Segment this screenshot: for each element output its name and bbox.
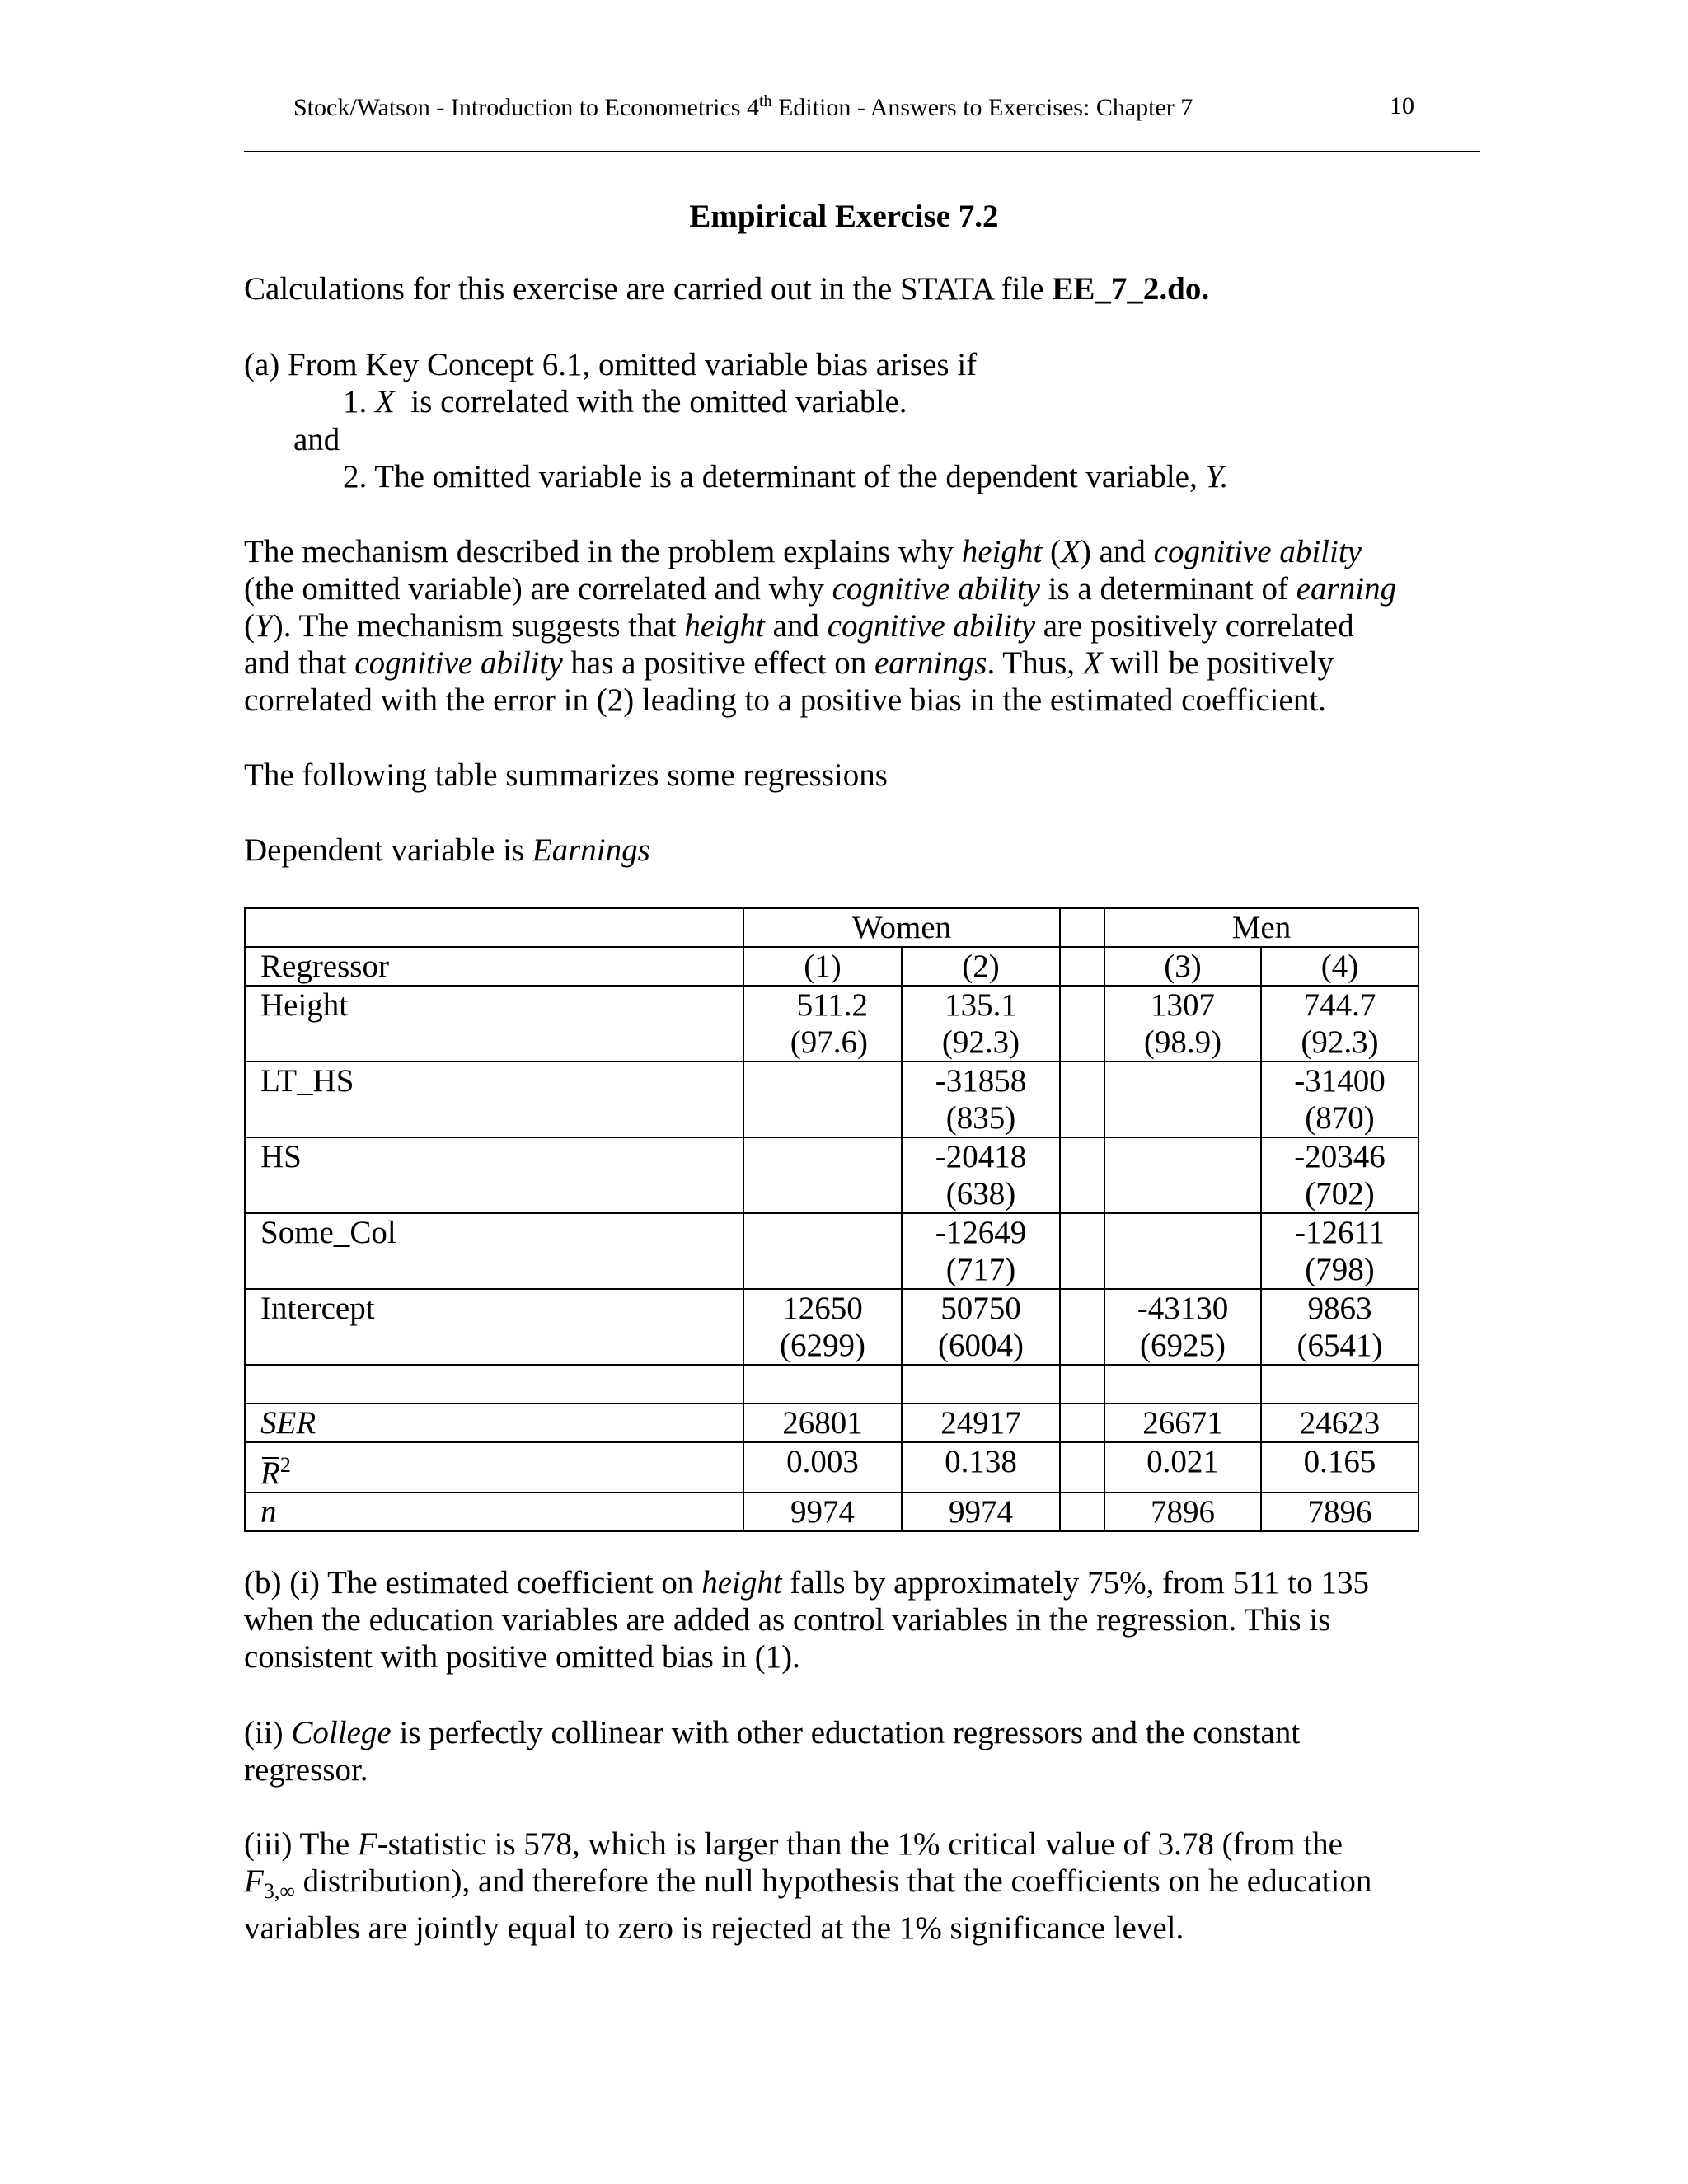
table-row-intercept: Intercept 12650 (6299) 50750 (6004) -43130 (6925) 9863 (6541) bbox=[245, 1289, 1418, 1365]
part-a-intro: (a) From Key Concept 6.1, omitted variable bias arises if bbox=[244, 347, 978, 382]
page-header bbox=[293, 92, 1414, 134]
part-b-ii: (ii) College is perfectly collinear with other eductation regressors and the constant regressor. bbox=[244, 1715, 1301, 1788]
intro-paragraph: Calculations for this exercise are carried out in the STATA file EE_7_2.do. bbox=[244, 271, 1210, 307]
condition-2: 2. The omitted variable is a determinant of the dependent variable, Y. bbox=[343, 459, 1229, 494]
dependent-variable-note: Dependent variable is Earnings bbox=[244, 832, 650, 868]
mechanism-paragraph: The mechanism described in the problem explains why height (X) and cognitive ability (the omitted variable) are correlated and why cognitive ability is a determinant of earning (Y). The mechanism suggests that height and cognitive ability are positively correlated and that cognitive ability has a positive effect on earnings. Thus, X will be positively correlated with the error in (2) leading to a positive bias in the estimated coefficient. bbox=[244, 534, 1397, 718]
table-row-lt-hs: LT_HS -31858 (835) -31400 (870) bbox=[245, 1062, 1418, 1137]
part-b-i: (b) (i) The estimated coefficient on height falls by approximately 75%, from 511 to 135 when the education variables are added as control variables in the regression. This is consistent with positive omitted bias in (1). bbox=[244, 1565, 1370, 1675]
group-men: Men bbox=[1104, 908, 1418, 947]
regressor-header: Regressor bbox=[245, 947, 743, 986]
table-row-ser: SER 26801 24917 26671 24623 bbox=[245, 1404, 1418, 1442]
table-row-n: n 9974 9974 7896 7896 bbox=[245, 1493, 1418, 1531]
table-row-hs: HS -20418 (638) -20346 (702) bbox=[245, 1137, 1418, 1213]
part-b-iii: (iii) The F-statistic is 578, which is larger than the 1% critical value of 3.78 (from the $F_{3,\infty}$ distribution), and therefore the null hypothesis that the coefficients on he education variables are jointly equal to zero is rejected at the 1% significance level. bbox=[244, 1826, 1372, 1946]
header-rule bbox=[244, 151, 1480, 152]
r-bar-symbol: R bbox=[260, 1455, 280, 1491]
col-label-3: (3) bbox=[1104, 947, 1261, 986]
table-intro: The following table summarizes some regressions bbox=[244, 757, 888, 793]
page-number: 10 bbox=[1390, 92, 1414, 120]
table-column-header-row bbox=[245, 947, 1418, 986]
col-label-4: (4) bbox=[1261, 947, 1418, 986]
header-title: Stock/Watson - Introduction to Econometrics 4th Edition - Answers to Exercises: Chapter 7 bbox=[293, 92, 1193, 121]
col-label-2: (2) bbox=[902, 947, 1060, 986]
section-heading: Empirical Exercise 7.2 bbox=[689, 199, 999, 234]
condition-1: 1. X is correlated with the omitted variable. bbox=[343, 384, 907, 419]
table-row-r2: $R^2$ 0.003 0.138 0.021 0.165 bbox=[245, 1442, 1418, 1493]
table-group-header-row bbox=[245, 908, 1418, 947]
and-connector: and bbox=[293, 422, 340, 457]
table-row-some-col: Some_Col -12649 (717) -12611 (798) bbox=[245, 1213, 1418, 1289]
table-row-height: Height 511.2 (97.6) 135.1 (92.3) 1307 (98.9) 744.7 (92.3) bbox=[245, 986, 1418, 1062]
group-women: Women bbox=[743, 908, 1060, 947]
regression-table bbox=[244, 907, 1419, 1532]
col-label-1: (1) bbox=[743, 947, 902, 986]
table-spacer-row bbox=[245, 1365, 1418, 1404]
